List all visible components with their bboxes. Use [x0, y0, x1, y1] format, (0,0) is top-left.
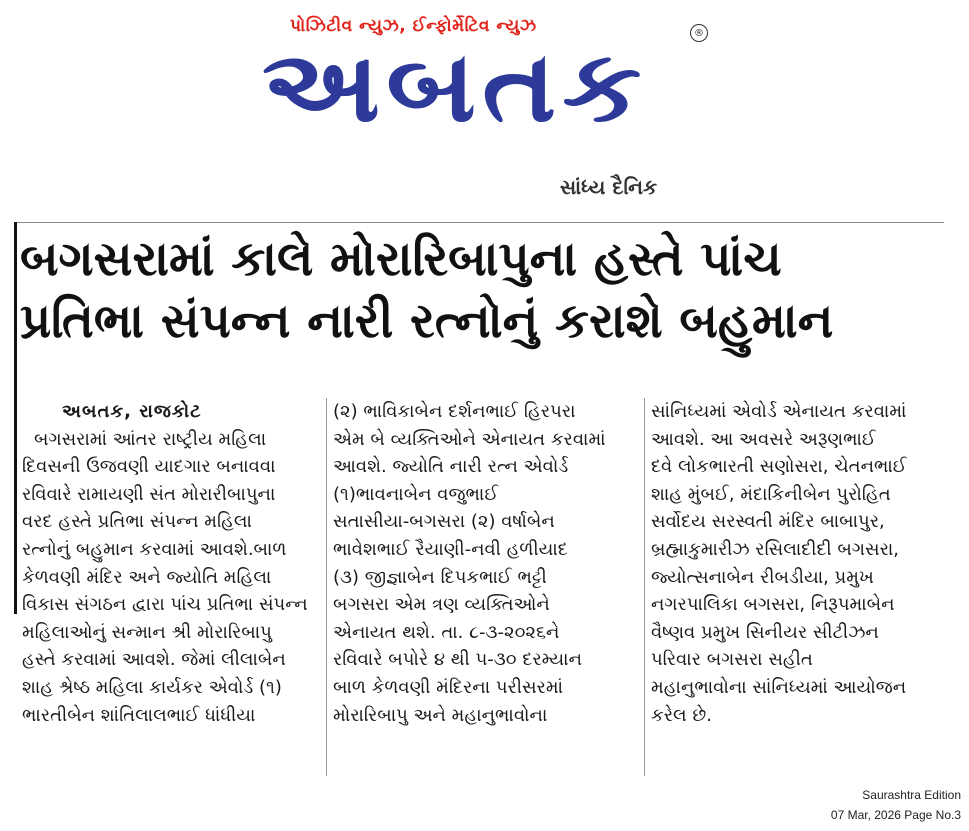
tagline: પોઝિટીવ ન્યુઝ, ઈન્ફોર્મેટિવ ન્યુઝ: [290, 16, 537, 36]
edition-info: [831, 785, 961, 825]
body-line: રત્નોનું બહુમાન કરવામાં આવશે.બાળ: [22, 538, 287, 560]
edition-name: Saurashtra Edition: [862, 788, 961, 802]
body-line: શાહ મુંબઈ, મંદાકિનીબેન પુરોહિત: [651, 483, 891, 505]
body-line: કરેલ છે.: [651, 704, 712, 726]
headline-line: બગસરામાં કાલે મોરારિબાપુના હસ્તે પાંચ: [20, 231, 782, 287]
article-column-2: [333, 398, 638, 729]
body-line: (૧)ભાવનાબેન વજુભાઈ: [333, 483, 499, 505]
column-divider: [644, 398, 645, 776]
body-line: બગસરામાં આંતર રાષ્ટ્રીય મહિલા: [34, 428, 267, 450]
article-column-1: [22, 398, 322, 729]
body-line: એનાયત થશે. તા. ૮-૩-૨૦૨૬ને: [333, 621, 560, 643]
body-line: બાળ કેળવણી મંદિરના પરીસરમાં: [333, 676, 563, 698]
body-line: એમ બે વ્યક્તિઓને એનાયત કરવામાં: [333, 428, 606, 450]
body-line: (૩) જીજ્ઞાબેન દિપકભાઈ ભટ્ટી: [333, 566, 547, 588]
body-line: મોરારિબાપુ અને મહાનુભાવોના: [333, 704, 548, 726]
column-divider: [326, 398, 327, 776]
body-line: ભાવેશભાઈ રૈયાણી-નવી હળીયાદ: [333, 538, 568, 560]
masthead-subtitle: સાંધ્ય દૈનિક: [560, 175, 658, 199]
body-line: નગરપાલિકા બગસરા, નિરૂપમાબેન: [651, 594, 895, 616]
body-line: સર્વોદય સરસ્વતી મંદિર બાબાપુર,: [651, 511, 885, 533]
edition-date-page: 07 Mar, 2026 Page No.3: [830, 808, 961, 822]
body-line: હસ્તે કરવામાં આવશે. જેમાં લીલાબેન: [22, 649, 286, 671]
body-line: પરિવાર બગસરા સહીત: [651, 649, 813, 671]
body-line: વિકાસ સંગઠન દ્વારા પાંચ પ્રતિભા સંપન્ન: [22, 594, 308, 616]
body-line: સતાસીયા-બગસરા (૨) વર્ષાબેન: [333, 511, 555, 533]
body-line: મહાનુભાવોના સાંનિધ્યમાં આયોજન: [651, 676, 907, 698]
body-line: આવશે. જ્યોતિ નારી રત્ન એવોર્ડ: [333, 456, 569, 478]
registered-mark-icon: ®: [690, 24, 708, 42]
article-top-rule: [14, 222, 944, 223]
body-line: રવિવારે રામાયણી સંત મોરારીબાપુના: [22, 483, 276, 505]
body-line: સાંનિધ્યમાં એવોર્ડ એનાયત કરવામાં: [651, 401, 907, 422]
body-line: (૨) ભાવિકાબેન દર્શનભાઈ હિરપરા: [333, 401, 576, 422]
body-line: દવે લોકભારતી સણોસરા, ચેતનભાઈ: [651, 456, 907, 478]
headline-line: પ્રતિભા સંપન્ન નારી રત્નોનું કરાશે બહુમાન: [20, 293, 834, 349]
body-line: બ્રહ્માકુમારીઝ રસિલાદીદી બગસરા,: [651, 538, 900, 560]
body-line: ભારતીબેન શાંતિલાલભાઈ ધાંધીયા: [22, 704, 256, 726]
body-line: વરદ હસ્તે પ્રતિભા સંપન્ન મહિલા: [22, 511, 252, 533]
masthead: [0, 0, 969, 215]
article-headline: [20, 228, 950, 352]
article-column-3: [651, 398, 951, 729]
body-line: કેળવણી મંદિર અને જ્યોતિ મહિલા: [22, 566, 272, 588]
newspaper-logo: અબતક: [262, 30, 648, 145]
dateline: અબતક, રાજકોટ: [62, 401, 202, 422]
body-line: જ્યોત્સનાબેન રીબડીયા, પ્રમુખ: [651, 566, 874, 588]
body-line: શાહ શ્રેષ્ઠ મહિલા કાર્યકર એવોર્ડ (૧): [22, 676, 282, 698]
body-line: દિવસની ઉજવણી યાદગાર બનાવવા: [22, 456, 276, 478]
body-line: બગસરા એમ ત્રણ વ્યક્તિઓને: [333, 594, 550, 616]
body-line: રવિવારે બપોરે ૪ થી ૫-૩૦ દરમ્યાન: [333, 649, 582, 671]
body-line: આવશે. આ અવસરે અરૂણભાઈ: [651, 428, 876, 450]
body-line: મહિલાઓનું સન્માન શ્રી મોરારિબાપુ: [22, 621, 272, 643]
body-line: વૈષ્ણવ પ્રમુખ સિનીયર સીટીઝન: [651, 621, 879, 643]
article-left-rule: [14, 222, 17, 614]
